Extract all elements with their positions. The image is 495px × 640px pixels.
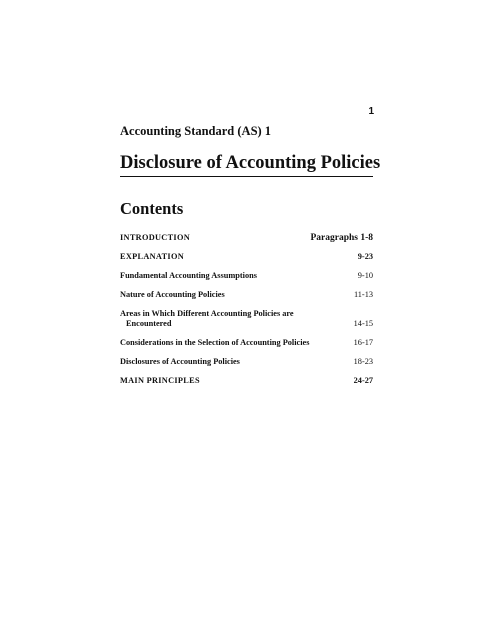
standard-label: Accounting Standard (AS) 1 [120, 124, 272, 138]
page-number: 1 [368, 106, 374, 117]
toc-entry-label-line-2: Encountered [126, 319, 172, 328]
table-of-contents [120, 233, 373, 386]
toc-entry-paragraphs: 14-15 [353, 319, 373, 328]
toc-entry-areas-different-policies [120, 309, 373, 329]
toc-entry-considerations-selection [120, 338, 373, 348]
toc-entry-explanation [120, 252, 373, 262]
toc-entry-label: Nature of Accounting Policies [120, 290, 225, 299]
toc-entry-paragraphs: 24-27 [353, 376, 373, 385]
toc-entry-disclosures [120, 357, 373, 367]
toc-entry-paragraphs: 18-23 [353, 357, 373, 366]
toc-entry-label: Considerations in the Selection of Accounting Policies [120, 338, 310, 347]
toc-entry-nature-of-policies [120, 290, 373, 300]
document-title: Disclosure of Accounting Policies [120, 152, 373, 177]
toc-entry-label: MAIN PRINCIPLES [120, 376, 200, 385]
toc-entry-label: INTRODUCTION [120, 233, 190, 242]
toc-entry-label-line-1: Areas in Which Different Accounting Policies are [120, 309, 294, 318]
toc-entry-label: Disclosures of Accounting Policies [120, 357, 240, 366]
toc-entry-paragraphs: 16-17 [353, 338, 373, 347]
toc-entry-paragraphs: 11-13 [353, 290, 373, 299]
toc-entry-label: EXPLANATION [120, 252, 184, 261]
toc-entry-label: Fundamental Accounting Assumptions [120, 271, 257, 280]
toc-entry-label [120, 309, 294, 329]
toc-entry-introduction [120, 233, 373, 243]
toc-entry-fundamental-assumptions [120, 271, 373, 281]
toc-entry-paragraphs: 9-10 [357, 271, 373, 280]
toc-entry-paragraphs: Paragraphs 1-8 [310, 233, 373, 243]
toc-entry-paragraphs: 9-23 [357, 252, 373, 261]
toc-entry-main-principles [120, 376, 373, 386]
contents-heading: Contents [120, 199, 184, 218]
